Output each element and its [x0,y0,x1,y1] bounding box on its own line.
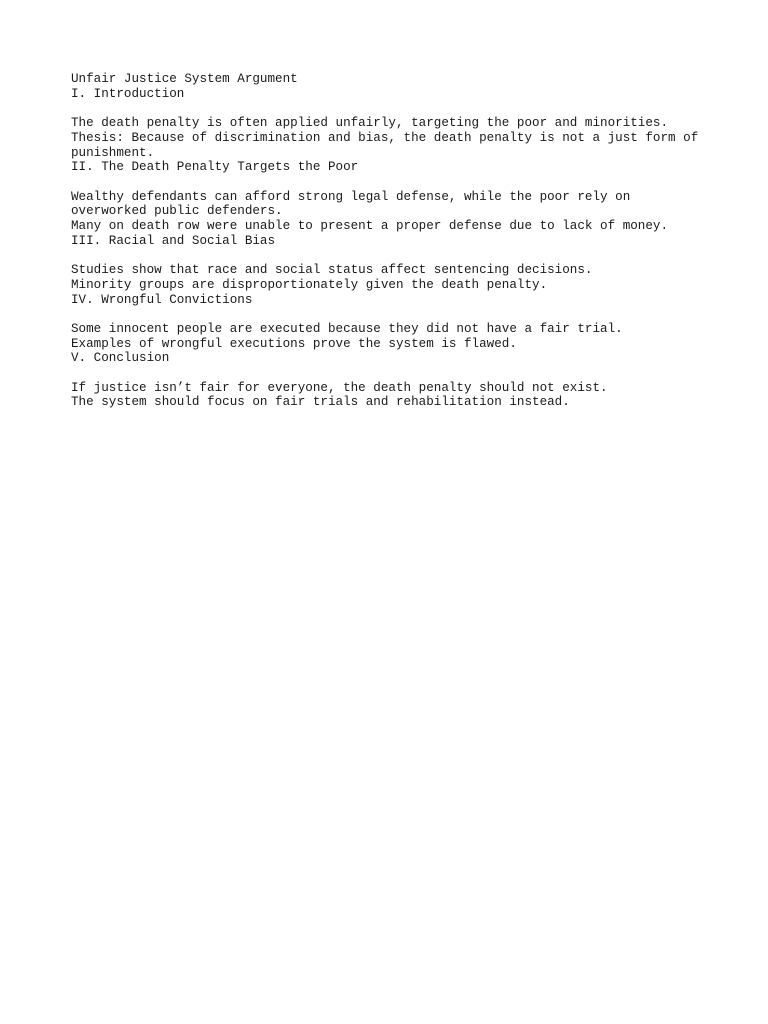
document-page [71,72,711,410]
section-heading-conclusion: V. Conclusion [71,351,170,366]
section-heading-racial-bias: III. Racial and Social Bias [71,233,276,248]
section-heading-wrongful-convictions: IV. Wrongful Convictions [71,292,253,307]
conclusion-line-1: If justice isn’t fair for everyone, the death penalty should not exist. [71,380,608,395]
introduction-line-1: The death penalty is often applied unfairly, targeting the poor and minorities. [71,116,669,131]
wrongful-convictions-line-1: Some innocent people are executed because they did not have a fair trial. [71,321,623,336]
document-title: Unfair Justice System Argument [71,72,298,86]
section-heading-targets-poor: II. The Death Penalty Targets the Poor [71,160,359,175]
wrongful-convictions-line-2: Examples of wrongful executions prove the system is flawed. [71,336,517,351]
introduction-thesis: Thesis: Because of discrimination and bias, the death penalty is not a just form of punishment. [71,130,706,160]
conclusion-line-2: The system should focus on fair trials and rehabilitation instead. [71,395,570,410]
racial-bias-line-1: Studies show that race and social status affect sentencing decisions. [71,263,593,278]
blank-line [71,248,711,263]
blank-line [71,175,711,190]
blank-line [71,307,711,322]
blank-line [71,366,711,381]
blank-line [71,101,711,116]
racial-bias-line-2: Minority groups are disproportionately given the death penalty. [71,277,548,292]
targets-poor-line-2: Many on death row were unable to present a proper defense due to lack of money. [71,219,669,233]
targets-poor-line-1: Wealthy defendants can afford strong legal defense, while the poor rely on overworked public defenders. [71,189,638,219]
section-heading-introduction: I. Introduction [71,86,185,101]
